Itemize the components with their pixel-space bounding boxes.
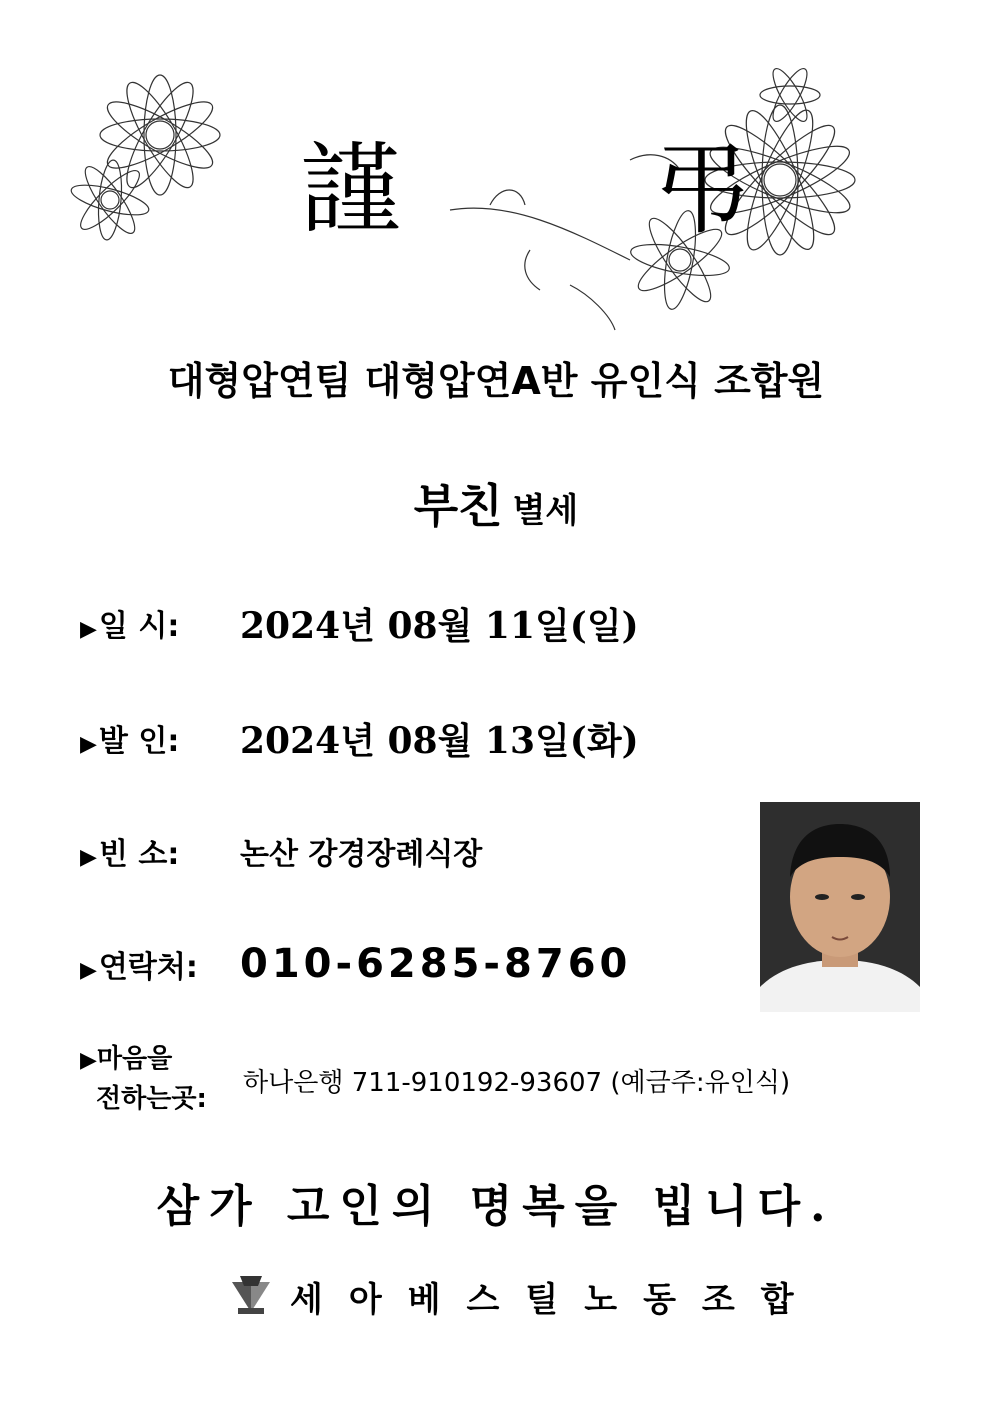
union-logo-icon — [228, 1272, 274, 1318]
detail-funeral-row — [80, 708, 639, 768]
detail-place-row — [80, 821, 482, 881]
detail-date-row — [80, 593, 639, 653]
bullet-icon: ▶ — [80, 617, 97, 642]
detail-label: ▶일 시: — [80, 609, 180, 644]
detail-label: ▶발 인: — [80, 724, 180, 759]
condolence-message: 삼가 고인의 명복을 빕니다. — [156, 1181, 836, 1232]
bullet-icon: ▶ — [80, 958, 97, 983]
detail-value: 2024년 08월 11일(일) — [240, 604, 639, 647]
donation-label — [80, 1040, 207, 1118]
member-heading: 대형압연팀 대형압연A반 유인식 조합원 — [167, 359, 825, 403]
detail-label: ▶연락처: — [80, 950, 198, 985]
donation-label-line1: ▶마음을 — [80, 1044, 173, 1074]
bank-account: 하나은행 711-910192-93607 (예금주:유인식) — [243, 1068, 791, 1098]
detail-value: 논산 강경장례식장 — [240, 837, 483, 872]
union-name: 세아베스틸노동조합 — [290, 1280, 820, 1320]
detail-value: 010-6285-8760 — [240, 941, 632, 987]
deceased-relation: 부친 — [413, 479, 503, 533]
bullet-icon: ▶ — [80, 845, 97, 870]
donation-label-line2: 전하는곳: — [96, 1084, 207, 1114]
bullet-icon: ▶ — [80, 1048, 97, 1073]
portrait-photo — [760, 802, 920, 1012]
detail-value: 2024년 08월 13일(화) — [240, 719, 639, 762]
detail-label: ▶빈 소: — [80, 837, 180, 872]
bullet-icon: ▶ — [80, 732, 97, 757]
chrysanthemum-left-illustration — [65, 65, 245, 245]
title: 謹 弔 — [300, 131, 862, 248]
deceased-line — [0, 470, 992, 536]
deceased-passed: 별세 — [512, 491, 579, 531]
detail-contact-row — [80, 934, 631, 994]
